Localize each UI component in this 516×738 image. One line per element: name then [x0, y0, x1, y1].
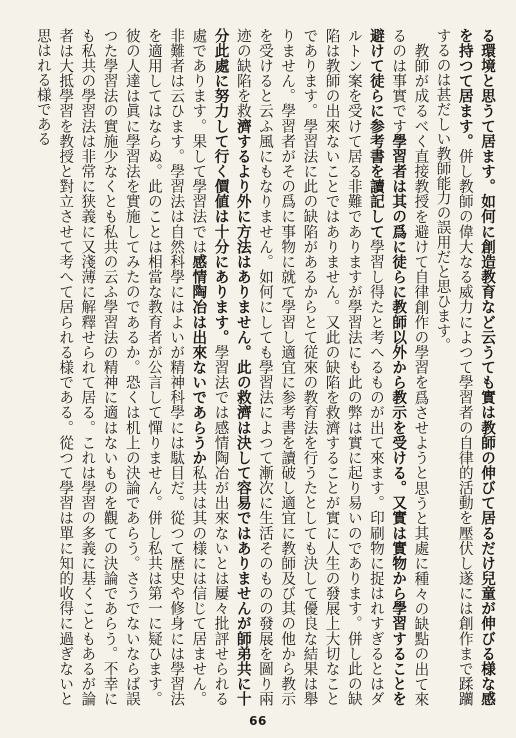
- paragraph: [32, 28, 432, 706]
- text-segment: 私共は其の様には信じて居ません。非難者は云ひます。學習法は自然科學にはよいが精神科學には駄目だ。從つて歴史や修身には學習法を適用してはならぬ。此のことは相當な教育者が公言して憚りません。併し私共は第一に疑ひます。彼の人達は眞に學習法を實施してみたのであるか。恐くは机上の決論であらう。さうでないならば誤つた學習法の實施少なくとも私共の云ふ學習法の精神に適はないものを觀ての決論であらう。不幸にも私共の學習法は非常に狭義に又淺薄に解釋せられて居る。これは學習の多義に基くこともあるが論者は大抵學習を教授と對立させて考へて居られる様である。從つて學習は單に知的收得に過ぎないと思はれる様である: [34, 28, 208, 706]
- bold-text-segment: 感情陶冶は出來ないであらうか: [190, 254, 208, 466]
- text-segment: 併し教師の偉大なる威力によつて學習者の自律的活動を壓伏し遂には創作まで蹂躪するのは甚だしい教師能力の誤用だと思ひます。: [434, 28, 474, 706]
- bold-text-segment: る環境と思うて居ます。如何に創造教育など云うても實は教師の伸びて居るだけ兒童が伸びる様な感を持つて居ます。: [456, 28, 496, 706]
- page-number: 66: [249, 714, 267, 728]
- text-segment: 教師が成るべく直接教授を避けて自律創作の學習を爲させようと思うと其處に種々の缺點の出て來るのは事實です: [390, 28, 430, 706]
- bold-text-segment: 濟するより外に方法はありません。此の救濟は決して容易ではありませんが師弟共に十分此處に努力して行く價値は十分にあります。: [212, 28, 252, 706]
- vertical-text-body: [18, 28, 498, 706]
- paragraph: [431, 28, 498, 706]
- text-segment: 學習し得たと考へるものが出て來ます。印刷物に捉はれすぎるとはダルトン案を受けて居る非難でありますが學習法にも此の弊は實に起り易いのであります。併し此の缺陷は教師の出來ないことではありません。又此の缺陷を救濟することが實に人生の發展上大切なことであります。學習法に此の缺陷があるからとて従來の教育法を行うたとしても決して優良な結果は舉りません。學習者がその爲に事物に就て學習し適宜に参考書を讀破し適宜に教師及び其の他から教示を受けると云ふ風にもなりません。如何にしても學習法によつて漸次に生活そのものの發展を圖り兩迹の缺陷を救: [234, 28, 385, 706]
- bold-text-segment: 學習者は其の爲に徒らに教師以外から教示を受ける。又實は實物から學習することを避けて徒らに参考書を讀記して: [367, 28, 408, 706]
- text-segment: 學習法では感情陶冶が出來ないとは屢々批評せられる處であります。果して學習法では: [190, 28, 230, 706]
